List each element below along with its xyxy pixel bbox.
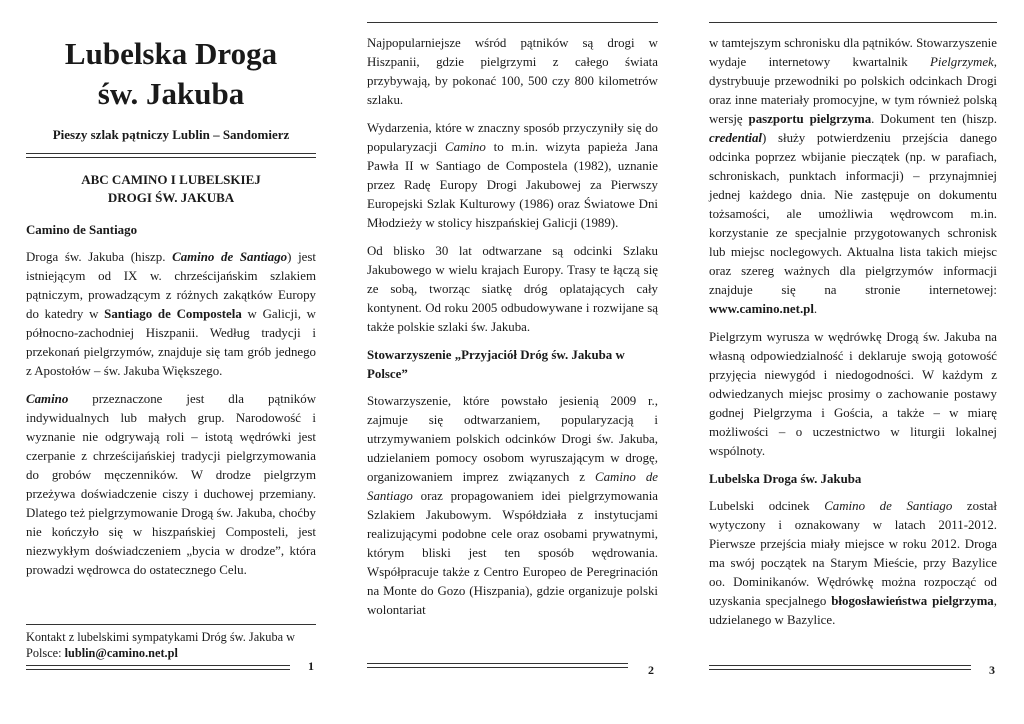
footer-rule [26,665,290,670]
text-run: ) jest istniejącym od IX w. chrześcijańskim szlakiem pątniczym, prowadzącym z różnych zakątków Europy do katedry w [26,250,316,321]
text-run: w Galicji, w północno-zachodniej Hiszpanii. Według tradycji i przekonań pielgrzymów, znajduje się tam grób jednego z Apostołów – św. Jakuba Większego. [26,307,316,378]
page-title [26,34,316,114]
term-camino-de-santiago: Camino de Santiago [172,250,288,264]
term-pielgrzymek: Pielgrzymek [930,55,994,69]
text-run: , dystrybuuje przewodniki po polskich odcinkach Drogi oraz inne materiały promocyjne, w tym również polską wersję [709,55,997,126]
page-number: 2 [648,663,654,677]
text-run: . [813,302,818,316]
term-credential: credential [709,131,762,145]
contact-email-link[interactable]: lublin@camino.net.pl [64,646,178,660]
sub-heading-lubelska: Lubelska Droga św. Jakuba [709,472,862,486]
paragraph-camino-intro [26,248,316,381]
text-run: w tamtejszym schronisku dla pątników. Stowarzyszenie wydaje internetowy kwartalnik [709,36,997,69]
footer-rule [367,663,628,668]
paragraph-camino-purpose [26,390,316,580]
text-run: Droga św. Jakuba (hiszp. [26,250,173,264]
paragraph-popular-routes: Najpopularniejsze wśród pątników są drogi w Hiszpanii, gdzie pielgrzymi z całego świata przybywają, by pokonać 100, 500 czy 800 kilometrów szlaku. [367,36,658,107]
term-blogoslawienstwo: błogosławieństwa pielgrzyma [831,594,994,608]
page-2-column [367,34,658,629]
page-number: 1 [308,659,314,673]
term-camino: Camino [26,392,69,406]
term-camino-de-santiago: Camino de Santiago [367,470,659,503]
text-run: został wytyczony i oznakowany w latach 2011-2012. Pierwsze przejścia miały miejsce w roku 2012. Droga ma swój początek na Starym Mieście, przy Bazylice oo. Dominikanów. Wędrówkę można rozpocząć od uzyskania specjalnego [709,499,997,608]
text-run: ) służy potwierdzeniu przejścia danego odcinka poprzez wbijanie pieczątek (np. w parafiach, schroniskach, punktach informacji) – przynajmniej jednej każdego dnia. Nie zastępuje on dokumentu tożsamości, ale umożliwia wędrowcom m.in. korzystanie ze specjalnie przygotowanych schronisk lub miejsc noclegowych. Aktualna lista takich miejsc oraz szereg ważnych dla pielgrzymów informacji znajduje się na stronie internetowej: [709,131,997,297]
text-run: . Dokument ten (hiszp. [871,112,997,126]
title-divider [26,153,316,158]
text-run: Stowarzyszenie, które powstało jesienią 2009 r., zajmuje się odtwarzaniem, popularyzacją i utrzymywaniem polskich odcinków Drogi św. Jakuba, udzielaniem pomocy osobom wyruszającym w drogę, organizowaniem imprez związanych z [367,394,658,484]
text-run: Lubelski odcinek [709,499,825,513]
sub-heading-camino: Camino de Santiago [26,223,138,237]
title-line-2: św. Jakuba [97,76,245,111]
paragraph-recreation: Od blisko 30 lat odtwarzane są odcinki Szlaku Jakubowego w wielu krajach Europy. Trasy te łączą się ze sobą, tworząc siatkę dróg oplatających cały kontynent. Od roku 2005 odbudowywane i rozwijane są także polskie szlaki św. Jakuba. [367,244,658,334]
term-camino: Camino [444,140,486,154]
page-number: 3 [989,663,995,677]
section-heading [26,171,316,207]
text-run: przeznaczone jest dla pątników indywidualnych lub małych grup. Narodowość i wyznanie nie odgrywają roli – istotą wędrówki jest czerpanie z chrześcijańskiej tradycji pielgrzymowania do grobów męczenników. W drodze pielgrzym przeżywa doświadczenie ciszy i duchowej przemiany. Dlatego też pielgrzymowanie Drogą św. Jakuba, choćby nie kończyło się w hiszpańskiej Composteli, jest niezwykłym doświadczeniem „bycia w drodze”, która prowadzi wędrowca do ostatecznego Celu. [26,392,316,577]
paragraph-lubelska [709,497,997,630]
text-run: , udzielanego w Bazylice. [709,594,997,627]
paragraph-responsibility: Pielgrzym wyrusza w wędrówkę Drogą św. Jakuba na własną odpowiedzialność i deklaruje swoją gotowość przyjęcia niewygód i niedogodności. W każdym z odwiedzanych miejsc prosimy o zachowanie postawy godnej Pielgrzyma i Gościa, a także – w miarę możliwości – o uczestnictwo w liturgii lokalnej wspólnoty. [709,330,997,458]
contact-text: Kontakt z lubelskimi sympatykami Dróg św. Jakuba w Polsce: [26,630,296,660]
page-3-column [709,34,997,639]
contact-note [26,624,316,661]
paragraph-events [367,119,658,233]
term-paszport-pielgrzyma: paszportu pielgrzyma [748,112,872,126]
page-1-column [26,0,316,589]
website-link[interactable]: www.camino.net.pl [709,302,814,316]
text-run: to m.in. wizyta papieża Jana Pawła II w Santiago de Compostela (1982), uznanie przez Radę Europy Drogi Jakubowej za Pierwszy Europejski Szlak Kulturowy (1986) oraz Światowe Dni Młodzieży w stolicy hiszpańskiej Galicji (1989). [367,140,659,230]
section-heading-line-2: DROGI ŚW. JAKUBA [107,190,235,205]
sub-heading-association: Stowarzyszenie „Przyjaciół Dróg św. Jakuba w Polsce” [367,348,625,381]
paragraph-association [367,392,658,620]
term-camino-de-santiago: Camino de Santiago [824,499,953,513]
title-line-1: Lubelska Droga [64,36,278,71]
paragraph-publications [709,34,997,319]
header-rule [709,22,997,23]
footer-rule [709,665,971,670]
section-heading-line-1: ABC CAMINO I LUBELSKIEJ [81,172,261,187]
term-santiago-de-compostela: Santiago de Compostela [104,307,242,321]
text-run: Wydarzenia, które w znaczny sposób przyczyniły się do popularyzacji [367,121,658,154]
text-run: oraz propagowaniem idei pielgrzymowania Szlakiem Jakubowym. Współdziała z instytucjami realizującymi podobne cele oraz osobami prywatnymi, którym bliski jest ten sposób wędrowania. Współpracuje także z Centro Europeo de Peregrinación na Monte do Gozo (Hiszpania), gdzie organizuje polski wolontariat [367,489,658,617]
page-subtitle: Pieszy szlak pątniczy Lublin – Sandomierz [52,127,290,142]
header-rule [367,22,658,23]
